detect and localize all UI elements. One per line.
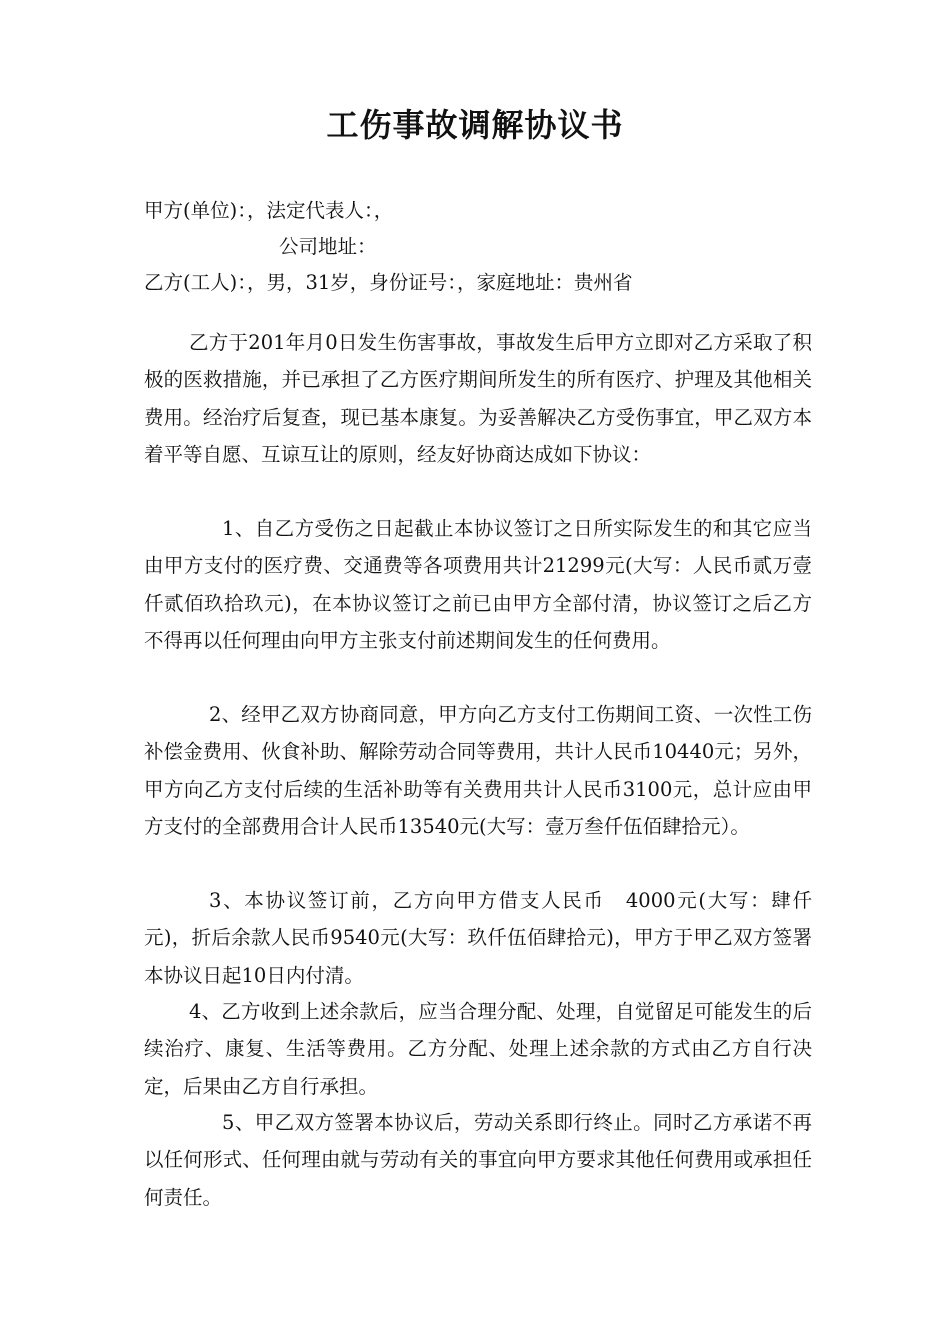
party-a-line: 甲方(单位)：，法定代表人：， (144, 199, 394, 222)
document-title: 工伤事故调解协议书 (326, 106, 624, 144)
intro-paragraph: 乙方于201年月0日发生伤害事故，事故发生后甲方立即对乙方采取了积极的医救措施，并已承担了乙方医疗期间所发生的所有医疗、护理及其他相关费用。经治疗后复查，现已基本康复。为妥善解决乙方受伤事宜，甲乙双方本着平等自愿、互谅互让的原则，经友好协商达成如下协议： (144, 331, 812, 467)
clause-3: 3、本协议签订前，乙方向甲方借支人民币 4000元(大写：肆仟元)，折后余款人民币9540元(大写：玖仟伍佰肆拾元)，甲方于甲乙双方签署本协议日起10日内付清。 (144, 889, 812, 987)
company-address-line: 公司地址： (279, 235, 377, 258)
clause-4: 4、乙方收到上述余款后，应当合理分配、处理，自觉留足可能发生的后续治疗、康复、生活等费用。乙方分配、处理上述余款的方式由乙方自行决定，后果由乙方自行承担。 (144, 1000, 812, 1098)
party-b-line: 乙方(工人)：，男，31岁，身份证号：，家庭地址：贵州省 (144, 271, 633, 294)
clause-5: 5、甲乙双方签署本协议后，劳动关系即行终止。同时乙方承诺不再以任何形式、任何理由就与劳动有关的事宜向甲方要求其他任何费用或承担任何责任。 (144, 1111, 812, 1209)
clause-2: 2、经甲乙双方协商同意，甲方向乙方支付工伤期间工资、一次性工伤补偿金费用、伙食补助、解除劳动合同等费用，共计人民币10440元；另外，甲方向乙方支付后续的生活补助等有关费用共计人民币3100元，总计应由甲方支付的全部费用合计人民币13540元(大写：壹万叁仟伍佰肆拾元）。 (144, 703, 812, 839)
clause-1: 1、自乙方受伤之日起截止本协议签订之日所实际发生的和其它应当由甲方支付的医疗费、交通费等各项费用共计21299元(大写：人民币贰万壹仟贰佰玖拾玖元)，在本协议签订之前已由甲方全部付清，协议签订之后乙方不得再以任何理由向甲方主张支付前述期间发生的任何费用。 (144, 517, 812, 653)
